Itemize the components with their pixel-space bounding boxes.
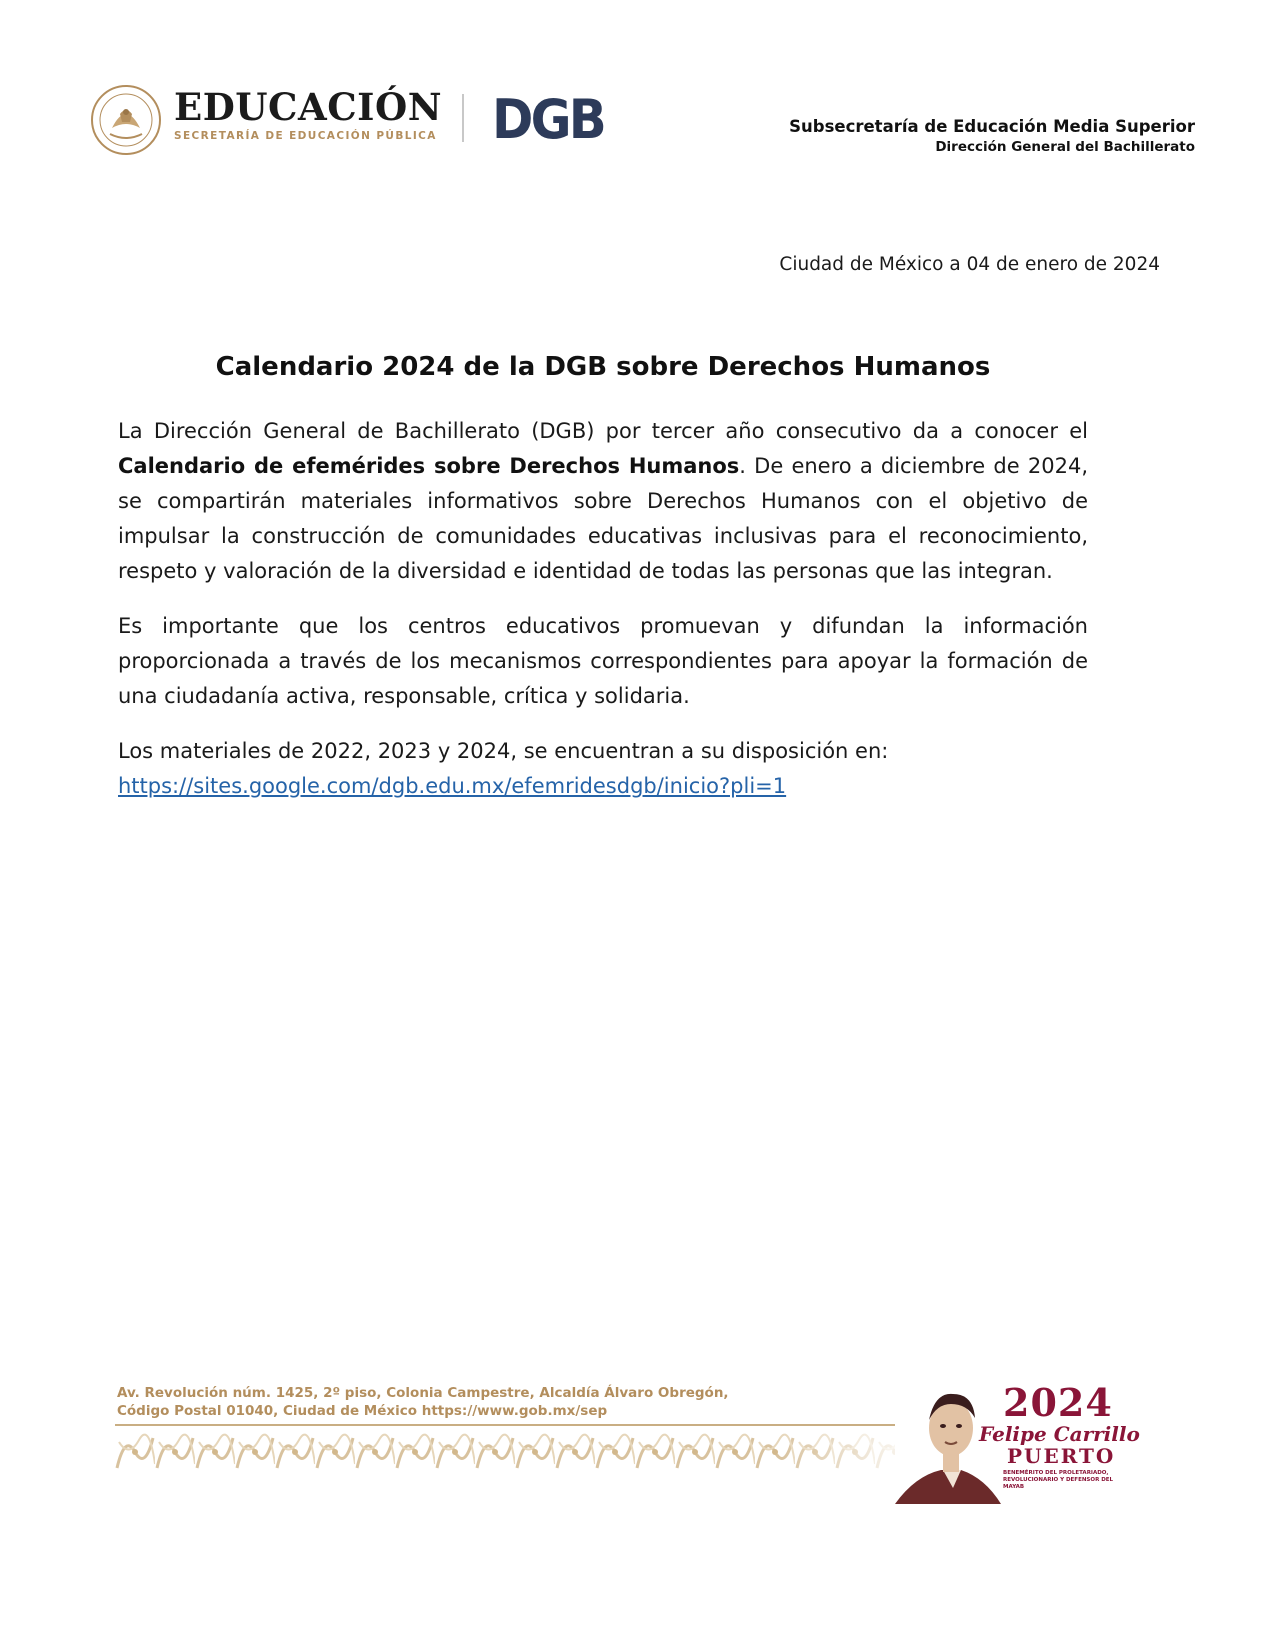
office-heading bbox=[789, 116, 1195, 156]
paragraph-2: Es importante que los centros educativos promuevan y difundan la información proporcionada a través de los mecanismos correspondientes para apoyar la formación de una ciudadanía activa, responsable, crítica y solidaria. bbox=[118, 614, 1088, 708]
brand-title: EDUCACIÓN bbox=[174, 85, 443, 129]
materials-link[interactable]: https://sites.google.com/dgb.edu.mx/efemridesdgb/inicio?pli=1 bbox=[118, 774, 787, 798]
paragraph-3 bbox=[118, 734, 1088, 804]
anniversary-caption: BENEMÉRITO DEL PROLETARIADO, REVOLUCIONARIO Y DEFENSOR DEL MAYAB bbox=[1003, 1470, 1114, 1490]
anniversary-surname: PUERTO bbox=[1007, 1444, 1116, 1468]
anniversary-name: Felipe Carrillo bbox=[979, 1422, 1140, 1446]
address-line-1: Av. Revolución núm. 1425, 2º piso, Colonia Campestre, Alcaldía Álvaro Obregón, bbox=[117, 1385, 729, 1401]
document-body bbox=[118, 414, 1088, 824]
dgb-logo-text: DGB bbox=[492, 90, 604, 146]
paragraph-3-text: Los materiales de 2022, 2023 y 2024, se encuentran a su disposición en: bbox=[118, 739, 889, 763]
logo-divider bbox=[462, 94, 464, 142]
decorative-pattern-band bbox=[115, 1428, 895, 1476]
mexican-coat-of-arms-icon bbox=[90, 84, 162, 156]
paragraph-1-end: . De enero a diciembre de 2024, se compartirán materiales informativos sobre Derechos Humanos con el objetivo de impulsar la construcción de comunidades educativas inclusivas para el reconocimiento, respeto y valoración de la diversidad e identidad de todas las personas que las integran. bbox=[118, 454, 1088, 583]
footer-address bbox=[117, 1384, 729, 1420]
anniversary-year: 2024 bbox=[1003, 1380, 1113, 1425]
sep-brand bbox=[174, 86, 442, 142]
brand-subtitle: SECRETARÍA DE EDUCACIÓN PÚBLICA bbox=[174, 130, 437, 142]
address-line-2: Código Postal 01040, Ciudad de México https://www.gob.mx/sep bbox=[117, 1403, 608, 1419]
paragraph-1 bbox=[118, 414, 1088, 589]
paragraph-1-start: La Dirección General de Bachillerato (DGB) por tercer año consecutivo da a conocer el bbox=[118, 419, 1088, 443]
footer-divider bbox=[115, 1424, 895, 1426]
subsecretaria: Subsecretaría de Educación Media Superior bbox=[789, 117, 1195, 136]
direccion: Dirección General del Bachillerato bbox=[935, 139, 1195, 155]
anniversary-emblem bbox=[895, 1378, 1195, 1508]
letterhead bbox=[90, 80, 1195, 170]
letter-date: Ciudad de México a 04 de enero de 2024 bbox=[779, 254, 1160, 275]
document-title: Calendario 2024 de la DGB sobre Derechos Humanos bbox=[215, 352, 991, 382]
dgb-logo bbox=[492, 90, 612, 146]
calendar-name: Calendario de efemérides sobre Derechos Humanos bbox=[118, 454, 740, 478]
